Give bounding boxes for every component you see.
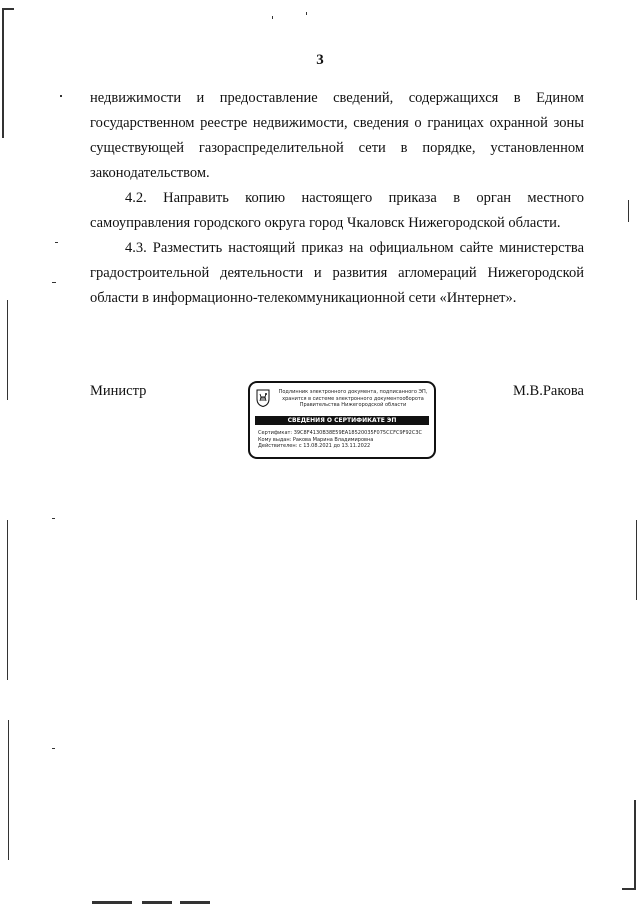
certificate-number: Сертификат: 39C8F4130B38E59EA18520035F075CCFC9F92C3C [258, 430, 423, 436]
signatory-name: М.В.Ракова [513, 383, 584, 399]
document-body [90, 86, 584, 311]
stamp-banner: СВЕДЕНИЯ О СЕРТИФИКАТЕ ЭП [255, 416, 429, 425]
scan-edge-mark [634, 800, 636, 890]
paragraph-line: недвижимости и предоставление сведений, содержащихся в Едином [90, 90, 584, 106]
scan-edge-mark [272, 16, 273, 19]
stamp-header-line: Правительства Нижегородской области [299, 402, 407, 408]
page-number: 3 [316, 52, 324, 68]
scan-edge-mark [8, 720, 9, 860]
scan-edge-mark [180, 901, 210, 904]
scan-edge-mark [622, 888, 636, 890]
stamp-header [274, 389, 432, 409]
scan-edge-mark [7, 520, 8, 680]
scan-edge-mark [60, 95, 62, 97]
signatory-position: Министр [90, 383, 147, 399]
paragraph-line: государственном реестре недвижимости, сведения о границах охранной зоны [90, 115, 584, 131]
paragraph-line: 4.3. Разместить настоящий приказ на официальном сайте министерства [125, 240, 584, 256]
scan-edge-mark [142, 901, 172, 904]
scan-edge-mark [306, 12, 307, 15]
stamp-details [258, 430, 422, 450]
stamp-header-line: хранится в системе электронного документооборота [282, 395, 424, 402]
certificate-validity: Действителен: с 13.08.2021 до 13.11.2022 [258, 443, 371, 449]
paragraph-line: существующей газораспределительной сети в порядке, установленном [90, 140, 584, 156]
paragraph-line: 4.2. Направить копию настоящего приказа в орган местного [125, 190, 584, 206]
paragraph-line: законодательством. [90, 165, 210, 181]
paragraph-line: самоуправления городского округа город Чкаловск Нижегородской области. [90, 215, 561, 231]
scan-edge-mark [55, 242, 58, 243]
scan-edge-mark [52, 748, 55, 749]
scan-edge-mark [52, 518, 55, 519]
deer-emblem-icon [256, 389, 270, 407]
electronic-signature-stamp [248, 381, 436, 459]
scan-edge-mark [7, 300, 8, 400]
paragraph-line: области в информационно-телекоммуникационной сети «Интернет». [90, 290, 517, 306]
scan-edge-mark [92, 901, 132, 904]
paragraph-line: градостроительной деятельности и развития агломераций Нижегородской [90, 265, 584, 281]
scan-edge-mark [2, 8, 14, 10]
scan-edge-mark [628, 200, 629, 222]
scan-edge-mark [636, 520, 637, 600]
certificate-owner: Кому выдан: Ракова Марина Владимировна [258, 436, 374, 443]
scan-edge-mark [52, 282, 56, 283]
stamp-header-line: Подлинник электронного документа, подписанного ЭП, [278, 389, 428, 395]
scan-edge-mark [2, 8, 4, 138]
